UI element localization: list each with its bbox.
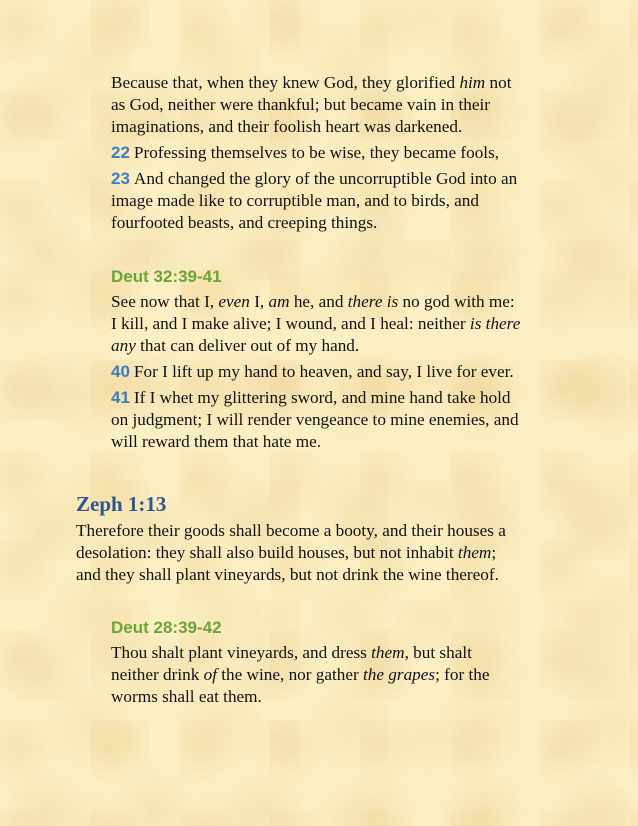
verse-number: 41 [111, 388, 130, 407]
verse-21-line-2: as God, neither were thankful; but became vain in their [111, 95, 490, 114]
verse-23-line-2: image made like to corruptible man, and to birds, and [111, 191, 479, 210]
deut-28-line-2: neither drink of the wine, nor gather the grapes; for the [111, 665, 490, 684]
verse-39-line-3: any that can deliver out of my hand. [111, 336, 360, 355]
zeph-line-2: desolation: they shall also build houses, but not inhabit them; [76, 543, 497, 562]
verse-21-line-3: imaginations, and their foolish heart was darkened. [111, 117, 463, 136]
verse-23-line-1: 23 And changed the glory of the uncorruptible God into an [111, 169, 518, 188]
scripture-reference: Deut 32:39-41 [111, 267, 222, 286]
passage-heading: Zeph 1:13 [76, 492, 167, 516]
verse-40: 40 For I lift up my hand to heaven, and say, I live for ever. [111, 362, 514, 381]
verse-number: 22 [111, 143, 130, 162]
verse-41-line-3: will reward them that hate me. [111, 432, 321, 451]
scripture-reference: Deut 28:39-42 [111, 618, 222, 637]
deut-32-passage [111, 266, 581, 453]
verse-39-line-2: I kill, and I make alive; I wound, and I heal: neither is there [111, 314, 521, 333]
deut-28-passage [111, 617, 581, 708]
verse-39-line-1: See now that I, even I, am he, and there is no god with me: [111, 292, 515, 311]
zeph-passage [76, 492, 576, 586]
verse-22: 22 Professing themselves to be wise, they became fools, [111, 143, 500, 162]
verse-41-line-2: on judgment; I will render vengeance to mine enemies, and [111, 410, 519, 429]
verse-23-line-3: fourfooted beasts, and creeping things. [111, 213, 378, 232]
romans-passage [111, 72, 581, 234]
verse-21-line-1: Because that, when they knew God, they glorified him not [111, 73, 512, 92]
verse-41-line-1: 41 If I whet my glittering sword, and mine hand take hold [111, 388, 511, 407]
deut-28-line-1: Thou shalt plant vineyards, and dress them, but shalt [111, 643, 472, 662]
verse-number: 40 [111, 362, 130, 381]
verse-number: 23 [111, 169, 130, 188]
deut-28-line-3: worms shall eat them. [111, 687, 262, 706]
zeph-line-1: Therefore their goods shall become a booty, and their houses a [76, 521, 506, 540]
zeph-line-3: and they shall plant vineyards, but not drink the wine thereof. [76, 565, 499, 584]
